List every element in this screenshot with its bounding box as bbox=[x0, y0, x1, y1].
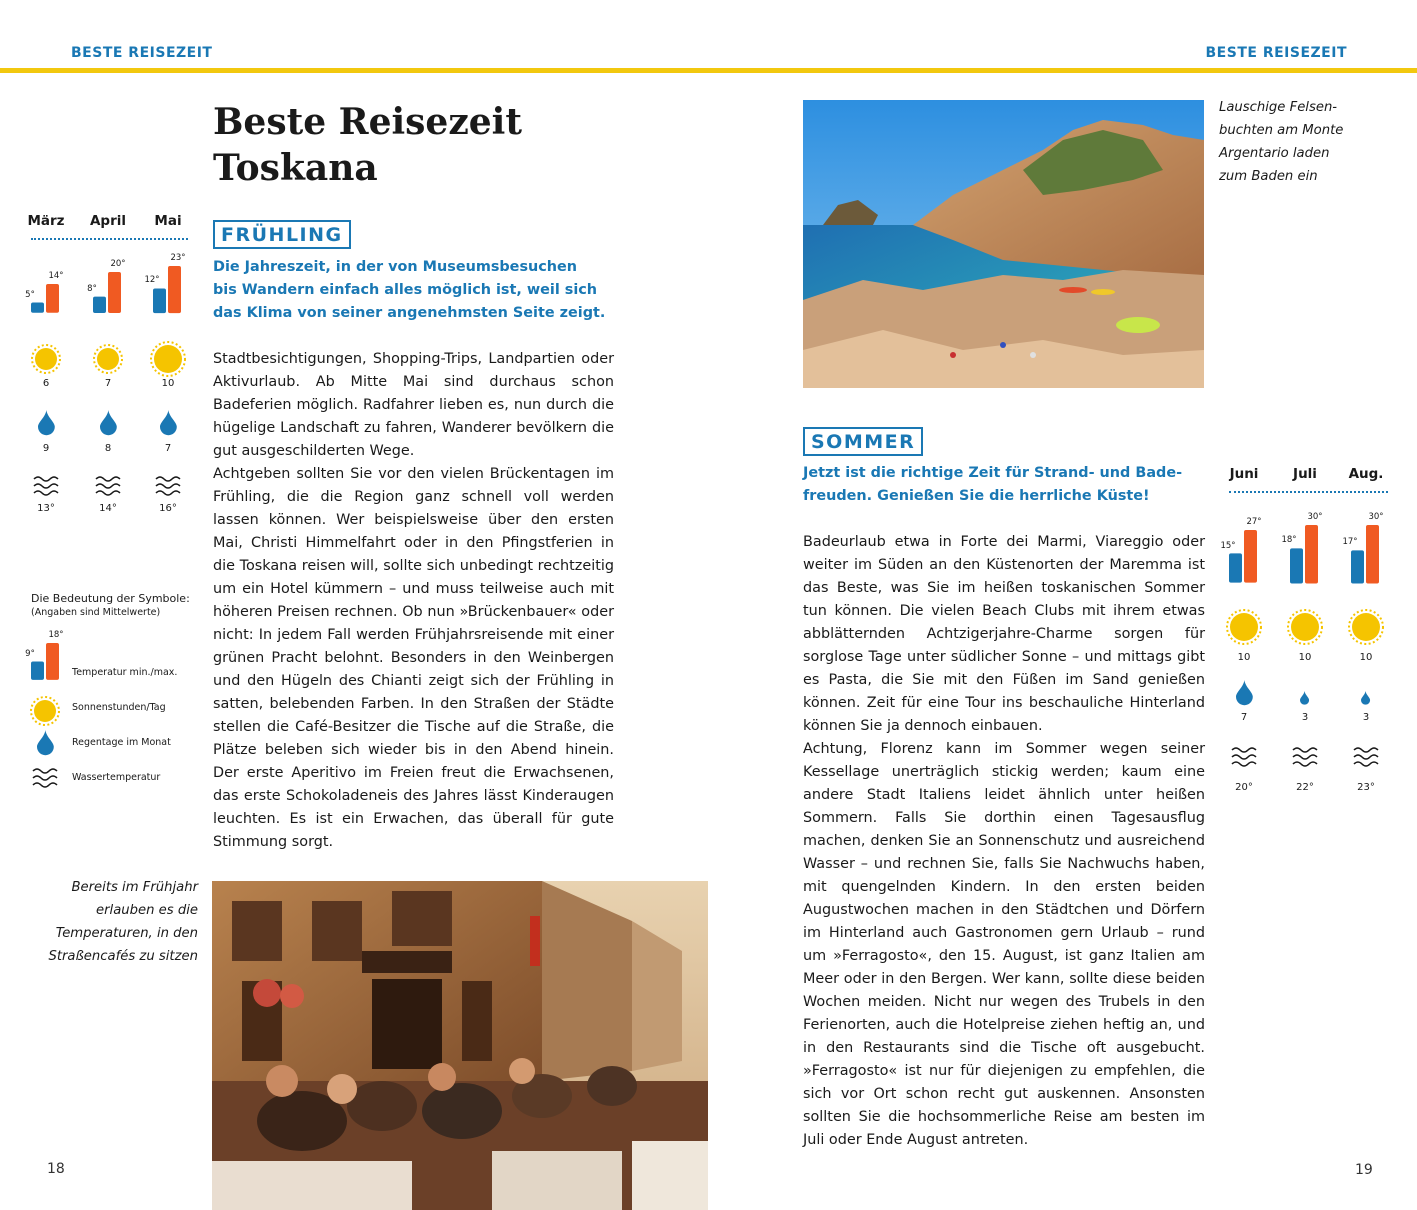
sun-hours-value: 10 bbox=[1237, 652, 1251, 663]
temperature-bars bbox=[1290, 525, 1320, 584]
month-label: Juli bbox=[1293, 466, 1317, 482]
rain-days-value: 7 bbox=[1240, 712, 1248, 723]
temp-max-label: 23° bbox=[170, 252, 186, 263]
raindrop-icon bbox=[1300, 691, 1309, 704]
legend-temp-label: Temperatur min./max. bbox=[72, 667, 178, 678]
temperature-bars bbox=[1351, 525, 1381, 584]
summer-paragraph: Badeurlaub etwa in Forte dei Marmi, Viareggio oder weiter im Süden an den Küstenorten der Maremma ist das Beste, was Sie im heißen toskanischen Sommer tun können. Die vielen Beach Clubs mit ihrem etwas abblätternden Achtzigerjahre-Charme sorgen für sorglose Tage unter südlicher Sonne – und mittags gibt es Pasta, die Sie mit den Füßen im Sand genießen können. Zeit für eine Tour ins beschauliche Hinterland können Sie ja dennoch einbauen. bbox=[803, 534, 1205, 734]
title-line-2: Toskana bbox=[213, 147, 378, 189]
temp-min-label: 12° bbox=[144, 275, 160, 286]
raindrop-icon bbox=[160, 410, 177, 434]
temp-max-label: 27° bbox=[1246, 517, 1262, 528]
raindrop-icon bbox=[100, 410, 117, 434]
temp-min-bar bbox=[1351, 550, 1364, 583]
legend-sun-label: Sonnenstunden/Tag bbox=[72, 702, 166, 713]
spring-table-divider bbox=[31, 238, 188, 240]
temp-max-bar bbox=[168, 266, 181, 313]
water-temp-value: 22° bbox=[1296, 782, 1314, 793]
sun-hours-value: 10 bbox=[1298, 652, 1312, 663]
temp-min-bar bbox=[31, 303, 44, 313]
sun-icon bbox=[148, 339, 188, 379]
spring-paragraph: Achtgeben sollten Sie vor den vielen Brückentagen im Frühling, die die Region ganz schnell voll werden lassen können. Wer beispielsweise über den ersten Mai, Christi Himmelfahrt oder in den Pfingstferien in die Toskana reisen will, sollte sich unbedingt rechtzeitig um ein Hotel kümmern – und muss teilweise auch mit höheren Preisen rechnen. Ob nun »Brückenbauer« oder nicht: In jedem Fall werden Frühjahrsreisende mit einer grünen Pracht belohnt. Besonders in den Weinbergen und den Hügeln des Chianti zeigt sich der Frühling in satten, belebenden Farben. In den Straßen der Städte stellen die Café-Besitzer die Tische auf die Straße, die Plätze beleben sich wieder bis in den Abend hinein. Der erste Aperitivo im Freien freut die Erwachsenen, das erste Schokoladeneis des Jahres lässt Kinderaugen leuchten. Es ist ein Erwachen, das überall für gute Stimmung sorgt. bbox=[213, 466, 614, 850]
legend-subtitle: (Angaben sind Mittelwerte) bbox=[31, 607, 161, 618]
temp-min-bar bbox=[1290, 548, 1303, 583]
sun-hours-value: 7 bbox=[104, 378, 112, 389]
page-number-right: 19 bbox=[1355, 1162, 1373, 1178]
temperature-bars bbox=[1229, 530, 1259, 583]
legend-rain-label: Regentage im Monat bbox=[72, 737, 171, 748]
caption-line: buchten am Monte bbox=[1219, 123, 1344, 138]
water-temp-value: 14° bbox=[99, 503, 117, 514]
temp-min-bar bbox=[1229, 554, 1242, 583]
sun-icon bbox=[29, 342, 63, 376]
rain-days-value: 8 bbox=[104, 443, 112, 454]
temp-min-bar bbox=[31, 662, 44, 680]
rain-days-value: 3 bbox=[1301, 712, 1309, 723]
raindrop-icon bbox=[1236, 680, 1253, 704]
temp-max-label: 18° bbox=[48, 630, 64, 641]
sun-icon bbox=[91, 342, 125, 376]
temp-min-label: 18° bbox=[1281, 534, 1297, 545]
spring-lead-line: bis Wandern einfach alles möglich ist, weil sich bbox=[213, 282, 598, 298]
sun-icon bbox=[1346, 607, 1386, 647]
sun-icon bbox=[1285, 607, 1325, 647]
temp-max-bar bbox=[1305, 525, 1318, 584]
coast-bay-photo bbox=[803, 100, 1204, 388]
sun-hours-value: 10 bbox=[1359, 652, 1373, 663]
water-temp-value: 23° bbox=[1357, 782, 1375, 793]
temp-max-bar bbox=[1244, 530, 1257, 583]
spring-lead bbox=[213, 256, 633, 325]
rain-days-value: 9 bbox=[42, 443, 50, 454]
sun-hours-value: 6 bbox=[42, 378, 50, 389]
summer-lead-line: Jetzt ist die richtige Zeit für Strand- und Bade- bbox=[803, 465, 1183, 481]
summer-table-divider bbox=[1229, 491, 1388, 493]
temp-min-label: 5° bbox=[25, 289, 35, 300]
running-head-right: BESTE REISEZEIT bbox=[1205, 45, 1347, 61]
month-label: Mai bbox=[154, 213, 182, 229]
spring-body-text bbox=[213, 348, 614, 854]
running-head-left: BESTE REISEZEIT bbox=[71, 45, 213, 61]
raindrop-icon bbox=[1361, 691, 1370, 704]
summer-body-text bbox=[803, 531, 1205, 1152]
header-rule bbox=[0, 68, 1417, 73]
temp-max-label: 20° bbox=[110, 259, 126, 269]
wave-icon bbox=[155, 474, 181, 498]
spring-lead-line: Die Jahreszeit, in der von Museumsbesuchen bbox=[213, 259, 578, 275]
temp-max-bar bbox=[1366, 525, 1379, 584]
spring-paragraph: Stadtbesichtigungen, Shopping-Trips, Landpartien oder Aktivurlaub. Ab Mitte Mai sind durchaus schon Badeferien möglich. Radfahrer lieben es, nun durch die hügelige Landschaft zu fahren, Wanderer bevölkern die gut ausgeschilderten Wege. bbox=[213, 351, 614, 459]
summer-paragraph: Achtung, Florenz kann im Sommer wegen seiner Kessellage unerträglich stickig werden; kaum eine andere Stadt Italiens leidet ähnlich unter heißen Sommern. Falls Sie dorthin einen Tagesausflug machen, denken Sie an Sonnenschutz und ausreichend Wasser – und rechnen Sie, falls Sie Nachwuchs haben, mit quengelnden Kindern. In den ersten beiden Augustwochen machen in den Städtchen und Dörfern im Hinterland auch Gastronomen gern Urlaub – rund um »Ferragosto«, den 15. August, ist ganz Italien am Meer oder in den Bergen. Wer kann, sollte diese beiden Wochen meiden. Nicht nur wegen des Trubels in den Ferienorten, auch die Hotelpreise ziehen heftig an, und in den Restaurants sind die Tische oft ausgebucht. »Ferragosto« ist nur für diejenigen zu empfehlen, die sich vor Ort schon recht gut auskennen. Ansonsten sollten Sie die hochsommerliche Reise am besten im Juli oder Ende August antreten. bbox=[803, 741, 1205, 1148]
caption-line: Lauschige Felsen- bbox=[1219, 100, 1338, 115]
month-label: Aug. bbox=[1348, 466, 1384, 482]
caption-line: erlauben es die bbox=[96, 903, 198, 918]
caption-line: Temperaturen, in den bbox=[55, 926, 198, 941]
page-title bbox=[213, 99, 522, 191]
raindrop-icon bbox=[38, 410, 55, 434]
caption-line: Bereits im Frühjahr bbox=[71, 880, 198, 895]
month-label: März bbox=[27, 213, 65, 229]
cafe-photo-caption bbox=[30, 876, 198, 968]
water-temp-value: 16° bbox=[159, 503, 177, 514]
wave-icon bbox=[1353, 745, 1379, 769]
spring-lead-line: das Klima von seiner angenehmsten Seite zeigt. bbox=[213, 305, 606, 321]
temp-max-bar bbox=[46, 284, 59, 313]
sun-hours-value: 10 bbox=[161, 378, 175, 389]
page-number-left: 18 bbox=[47, 1161, 65, 1177]
caption-line: zum Baden ein bbox=[1219, 169, 1318, 184]
rain-days-value: 7 bbox=[164, 443, 172, 454]
temperature-bars bbox=[153, 266, 183, 313]
legend-title: Die Bedeutung der Symbole: bbox=[31, 592, 190, 605]
rain-days-value: 3 bbox=[1362, 712, 1370, 723]
temp-min-label: 15° bbox=[1220, 540, 1236, 551]
cafe-street-photo bbox=[212, 881, 708, 1210]
wave-icon bbox=[1292, 745, 1318, 769]
wave-icon bbox=[32, 766, 58, 790]
coast-photo-caption bbox=[1219, 96, 1389, 188]
caption-line: Straßencafés zu sitzen bbox=[48, 949, 198, 964]
temp-max-bar bbox=[108, 272, 121, 313]
sun-icon bbox=[28, 694, 62, 728]
temp-min-label: 8° bbox=[87, 283, 97, 294]
sun-icon bbox=[1224, 607, 1264, 647]
wave-icon bbox=[33, 474, 59, 498]
temp-min-label: 9° bbox=[25, 648, 35, 659]
water-temp-value: 20° bbox=[1235, 782, 1253, 793]
caption-line: Argentario laden bbox=[1219, 146, 1330, 161]
temp-min-label: 17° bbox=[1342, 536, 1358, 547]
summer-lead bbox=[803, 462, 1223, 508]
title-line-1: Beste Reisezeit bbox=[213, 101, 522, 143]
temp-min-bar bbox=[153, 288, 166, 313]
season-heading-summer: SOMMER bbox=[803, 427, 923, 456]
temp-max-label: 30° bbox=[1368, 511, 1384, 522]
raindrop-icon bbox=[37, 730, 54, 754]
month-label: Juni bbox=[1229, 466, 1259, 482]
legend-water-label: Wassertemperatur bbox=[72, 772, 161, 783]
summer-lead-line: freuden. Genießen Sie die herrliche Küste! bbox=[803, 488, 1150, 504]
wave-icon bbox=[1231, 745, 1257, 769]
temp-max-label: 14° bbox=[48, 271, 64, 282]
month-label: April bbox=[89, 213, 127, 229]
temp-max-bar bbox=[46, 643, 59, 680]
temp-min-bar bbox=[93, 297, 106, 313]
season-heading-spring: FRÜHLING bbox=[213, 220, 351, 249]
wave-icon bbox=[95, 474, 121, 498]
water-temp-value: 13° bbox=[37, 503, 55, 514]
temp-max-label: 30° bbox=[1307, 511, 1323, 522]
